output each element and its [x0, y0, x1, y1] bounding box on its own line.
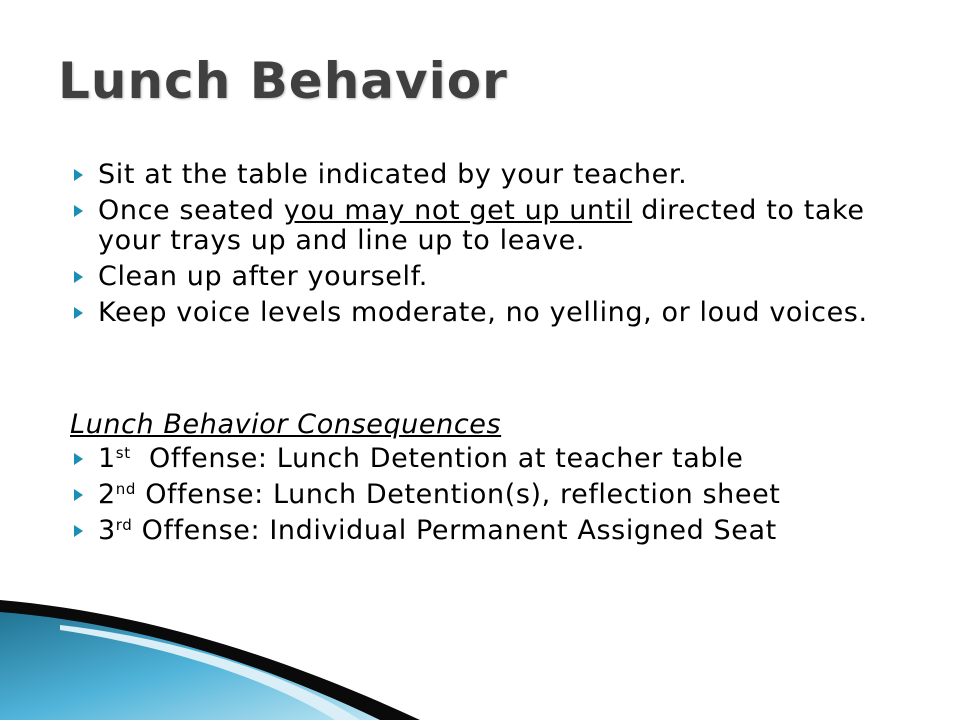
slide-body	[70, 160, 910, 552]
arrow-bullet-icon	[74, 169, 83, 181]
consequences-heading: Lunch Behavior Consequences	[70, 409, 502, 440]
consequence-item	[70, 480, 910, 510]
offense-text: Offense: Lunch Detention at teacher table	[130, 443, 744, 474]
offense-number: 2	[98, 479, 116, 510]
consequence-item	[70, 444, 910, 474]
arrow-bullet-icon	[74, 205, 83, 217]
arrow-bullet-icon	[74, 307, 83, 319]
rule-text-before: Once seated	[98, 195, 284, 226]
rule-text: Keep voice levels moderate, no yelling, or loud voices.	[98, 297, 868, 328]
rule-item	[70, 196, 910, 256]
offense-text: Offense: Individual Permanent Assigned Seat	[132, 515, 777, 546]
rule-text-underlined: you may not get up until	[283, 195, 633, 226]
rule-text-after: directed to take your trays up and line up to leave.	[98, 195, 865, 256]
arrow-bullet-icon	[74, 271, 83, 283]
wave-band	[0, 605, 395, 720]
offense-number: 1	[98, 443, 116, 474]
ordinal-suffix: rd	[115, 516, 133, 534]
rules-list	[70, 160, 910, 328]
rule-item	[70, 298, 910, 328]
offense-number: 3	[98, 515, 116, 546]
ordinal-suffix: st	[115, 444, 131, 462]
consequence-item	[70, 516, 910, 546]
rule-text: Sit at the table indicated by your teacher.	[98, 159, 688, 190]
consequences-list	[70, 444, 910, 546]
arrow-bullet-icon	[74, 453, 83, 465]
arrow-bullet-icon	[74, 525, 83, 537]
offense-text: Offense: Lunch Detention(s), reflection sheet	[136, 479, 781, 510]
rule-text: Clean up after yourself.	[98, 261, 428, 292]
ordinal-suffix: nd	[115, 480, 137, 498]
arrow-bullet-icon	[74, 489, 83, 501]
slide-title: Lunch Behavior	[58, 52, 508, 110]
rule-item	[70, 262, 910, 292]
rule-item	[70, 160, 910, 190]
